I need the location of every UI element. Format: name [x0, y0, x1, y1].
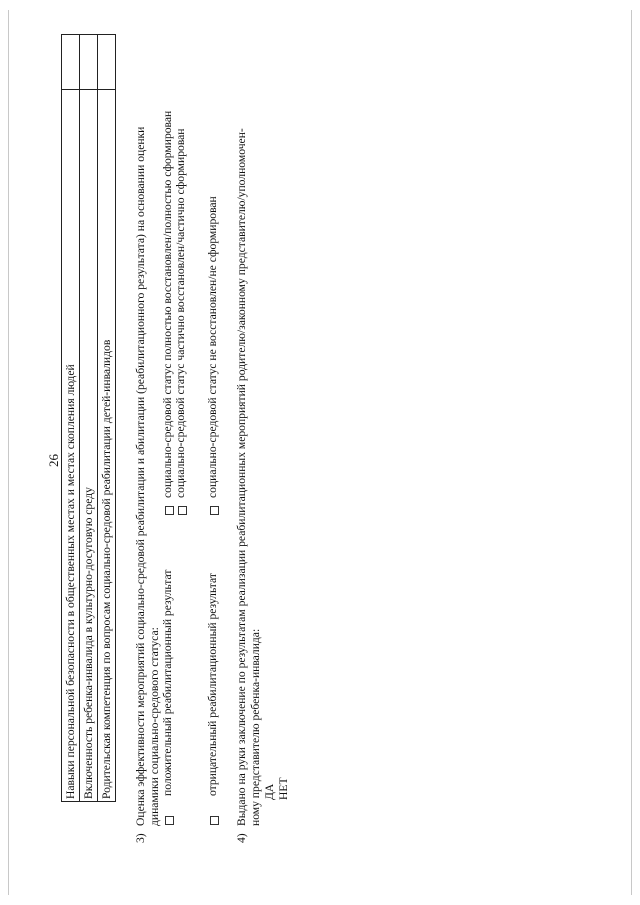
not-restored-option: социально-средовой статус не восстановлен/не сформирован: [206, 196, 219, 498]
section-3-heading-line2: динамики социально-средового статуса:: [148, 627, 161, 826]
page-number: 26: [46, 454, 61, 467]
not-restored-checkbox[interactable]: [210, 506, 219, 515]
table-row: [80, 35, 98, 802]
section-4-number: 4): [235, 833, 248, 843]
fully-restored-option: социально-средовой статус полностью восстановлен/полностью сформирован: [161, 110, 174, 498]
table-cell-label: Навыки персональной безопасности в общественных местах и местах скопления людей: [62, 90, 80, 802]
partially-restored-option: социально-средовой статус частично восстановлен/частично сформирован: [174, 128, 187, 498]
answer-yes[interactable]: ДА: [263, 783, 276, 800]
skills-table: [61, 34, 116, 802]
section-4-line2: ному представителю ребенка-инвалида:: [249, 628, 262, 826]
table-cell-value: [98, 35, 116, 90]
fully-restored-checkbox[interactable]: [165, 506, 174, 515]
section-3-number: 3): [134, 833, 147, 843]
table-cell-value: [80, 35, 98, 90]
answer-no[interactable]: НЕТ: [277, 777, 290, 800]
table-cell-label: Родительская компетенция по вопросам социально-средовой реабилитации детей-инвалидов: [98, 90, 116, 802]
table-cell-label: Включенность ребенка-инвалида в культурно-досуговую среду: [80, 90, 98, 802]
negative-result-label: отрицательный реабилитационный результат: [206, 573, 219, 796]
table-cell-value: [62, 35, 80, 90]
partially-restored-checkbox[interactable]: [178, 506, 187, 515]
section-3-heading-line1: Оценка эффективности мероприятий социально-средовой реабилитации и абилитации (реабилитационного результата) на основании оценки: [134, 126, 147, 826]
section-4-line1: Выдано на руки заключение по результатам реализации реабилитационных мероприятий родителю/законному представителю/уполномочен-: [235, 128, 248, 826]
positive-result-checkbox[interactable]: [165, 816, 174, 825]
negative-result-checkbox[interactable]: [210, 816, 219, 825]
table-row: [62, 35, 80, 802]
table-row: [98, 35, 116, 802]
positive-result-label: положительный реабилитационный результат: [161, 569, 174, 796]
